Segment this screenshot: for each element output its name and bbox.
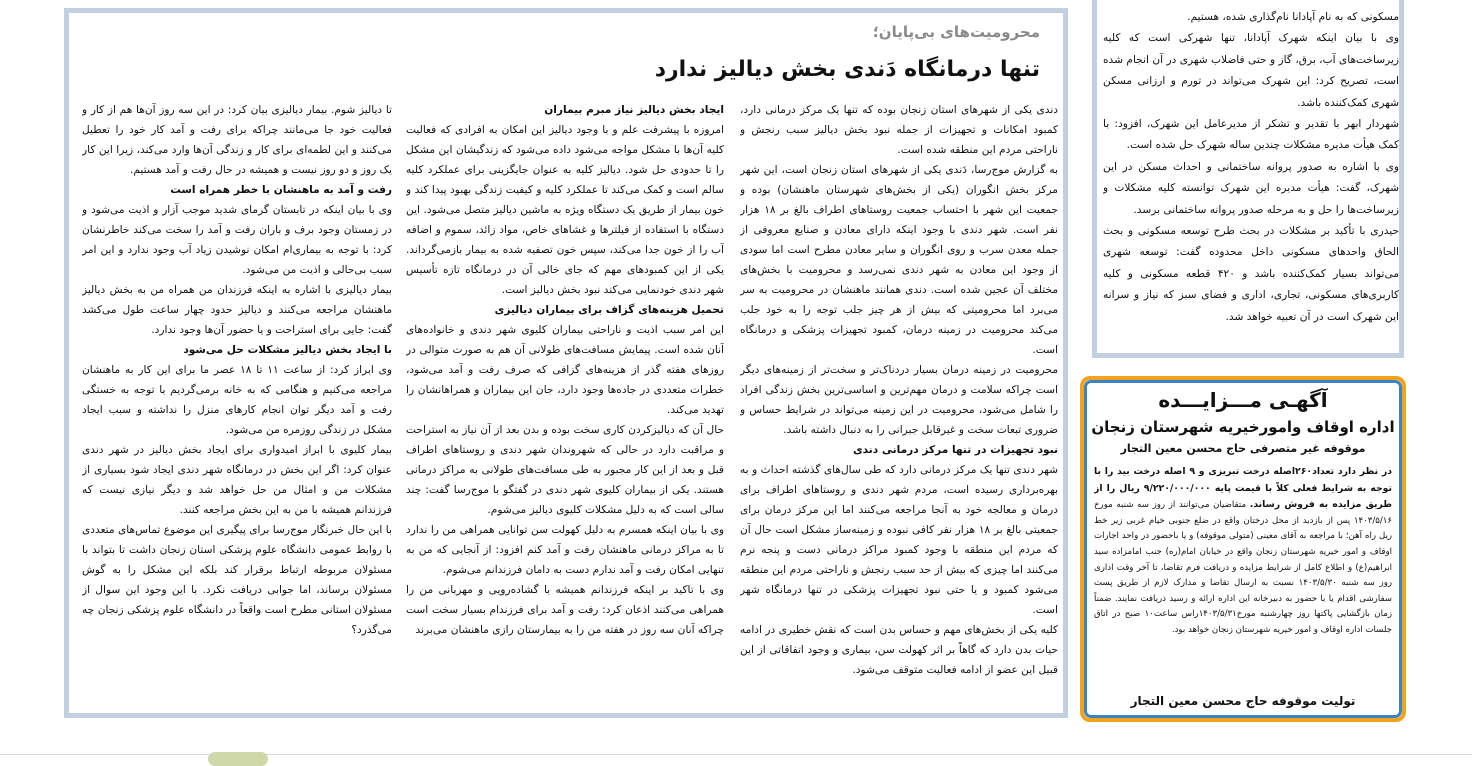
article-kicker: محرومیت‌های بی‌پایان؛: [872, 23, 1040, 41]
side-article-paragraph: وی با اشاره به صدور پروانه ساختمانی و احداث مسکن در این شهرک، گفت: هیأت مدیره این شهرک توانسته کلیه مشکلات و زیرساخت‌ها را حل و به مرحله صدور پروانه ساختمانی برسد.: [1103, 160, 1399, 216]
side-article-frame: [1092, 0, 1404, 358]
article-column-3: [82, 100, 392, 700]
side-article-paragraph: شهردار ابهر با تقدیر و تشکر از مدیرعامل این شهرک، افزود: با کمک هیأت مدیره مشکلات چندین ساله شهرک حل شده است.: [1103, 118, 1399, 152]
article-paragraph: حال آن که دیالیزکردن کاری سخت بوده و بدن بعد از آن نیاز به استراحت و مراقبت دارد در حالی که شهروندان شهر دندی و روستاهای اطراف قبل و بعد از این کار مجبور به طی مسافت‌های طولانی به مراکز درمانی هستند. یکی از بیماران کلیوی شهر دندی در گفتگو با موج‌رسا گفت: چند سالی است که به دلیل مشکلات کلیوی دیالیز می‌شوم.: [406, 424, 724, 516]
article-paragraph: به گزارش موج‌رسا، دَندی یکی از شهرهای استان زنجان است، این شهر مرکز بخش انگوران (یکی از بخش‌های شهرستان ماهنشان) بوده و جمعیت این شهر با احتساب جمعیت روستاهای اطراف بالغ بر ۱۸ هزار نفر است. شهر دندی با وجود اینکه دارای معادن و صنایع معروفی از جمله معدن سرب و روی انگوران و سایر معادن مطرح است اما سودی از وجود این معادن به شهر دندی نمی‌رسد و محرومیت با بخش‌های مختلف آن عجین شده است. دندی همانند ماهنشان در محرومیت به سر می‌برد اما محرومیتی که بیش از هر چیز جلب توجه را به خود جلب می‌کند محرومیت در زمینه درمان، کمبود تجهیزات پزشکی و درمانگاه است.: [740, 164, 1058, 356]
article-headline: تنها درمانگاه دَندی بخش دیالیز ندارد: [654, 57, 1040, 82]
auction-ad: [1080, 376, 1406, 722]
article-paragraph: کلیه یکی از بخش‌های مهم و حساس بدن است که نقش خطیری در ادامه حیات بدن دارد که گاهاً بر اثر کهولت سن، بیماری و وجود اتفاقاتی از این قبیل این عضو از ادامه فعالیت متوقف می‌شود.: [740, 624, 1058, 676]
article-paragraph: وی با بیان اینکه همسرم به دلیل کهولت سن توانایی همراهی من را ندارد تا به مراکز درمانی ماهنشان رفت و آمد کنم افزود: از آنجایی که من به تنهایی امکان رفت و آمد ندارم دست به دامان فرزندانم می‌شوم.: [406, 524, 724, 576]
ad-body-bold: در نظر دارد تعداد۲۶۰اصله درخت تبریزی و ۹ اصله درخت بید را با توجه به شرایط فعلی کلاً با قیمت پایه ۹/۲۲۰/۰۰۰/۰۰۰ ریال را از طریق مزایده به فروش رساند.: [1094, 466, 1392, 511]
ad-organization: اداره اوقاف وامورخیریه شهرستان زنجان: [1091, 418, 1395, 436]
side-article-paragraph: وی با بیان اینکه شهرک آپادانا، تنها شهرکی است که کلیه زیرساخت‌های آب، برق، گاز و حتی فاضلاب شهری در آن انجام شده است، تصریح کرد: این شهرک می‌تواند در تورم و ارزانی مسکن شهری کمک‌کننده باشد.: [1103, 32, 1399, 109]
ad-signature: تولیت موقوفه حاج محسن معین التجار: [1130, 694, 1356, 708]
article-column-1: [740, 100, 1058, 700]
article-paragraph: وی ابراز کرد: از ساعت ۱۱ تا ۱۸ عصر ما برای این کار به ماهنشان مراجعه می‌کنیم و هنگامی که به خانه برمی‌گردیم با توجه به خستگی رفت و آمد دیگر توان انجام کارهای منزل را نداشته و سبب ایجاد مشکل در زندگی روزمره من می‌شود.: [82, 364, 392, 436]
article-paragraph: بیمار کلیوی با ابراز امیدواری برای ایجاد بخش دیالیز در شهر دندی عنوان کرد: اگر این بخش در درمانگاه شهر دندی ایجاد شود بسیاری از مشکلات من و امثال من حل خواهد شد و دیگر نیازی نیست که فرزندانم همیشه با من به این بخش مراجعه کنند.: [82, 444, 392, 516]
article-subheading: با ایجاد بخش دیالیز مشکلات حل می‌شود: [183, 344, 392, 356]
ad-subtitle: موقوفه غیر متصرفی حاج محسن معین التجار: [1120, 442, 1366, 455]
ad-title: آگهـی مـــزایـــده: [1158, 388, 1328, 412]
side-article-paragraph: حیدری با تأکید بر مشکلات در بحث طرح توسعه مسکونی و بحث الحاق واحدهای مسکونی داخل محدوده گفت: توسعه شهری می‌تواند بسیار کمک‌کننده باشد و ۴۲۰ قطعه مسکونی و کلیه کاربری‌های مسکونی، تجاری، اداری و فضای سبز که نیاز و سرانه این شهرک است در آن تعبیه خواهد شد.: [1103, 225, 1399, 323]
article-paragraph: تا دیالیز شوم. بیمار دیالیزی بیان کرد: در این سه روز آن‌ها هم از کار و فعالیت خود جا می‌مانند چراکه برای رفت و آمد کار خود را تعطیل می‌کنند و این لطمه‌ای برای کار و زندگی آن‌ها وارد می‌کند، زیرا این کار یک روز و دو روز نیست و همیشه در حال رفت و آمد هستیم.: [82, 104, 392, 176]
ad-body: [1094, 464, 1392, 690]
article-paragraph: محرومیت در زمینه درمان بسیار دردناک‌تر و سخت‌تر از زمینه‌های دیگر است چراکه سلامت و درمان مهم‌ترین و اساسی‌ترین بخش زندگی افراد را شامل می‌شود، محرومیت در این زمینه می‌تواند در شرایط حساس و ضروری تبعات سخت و غیرقابل جبرانی را به دنبال داشته باشد.: [740, 364, 1058, 436]
article-subheading: ایجاد بخش دیالیز نیاز مبرم بیماران: [544, 104, 724, 116]
side-article-column: [1103, 7, 1399, 352]
article-paragraph: بیمار دیالیزی با اشاره به اینکه فرزندان من همراه من به بخش دیالیز ماهنشان مراجعه می‌کنند و دیالیز حدود چهار ساعت طول می‌کشد گفت: جایی برای استراحت و یا حضور آن‌ها وجود ندارد.: [82, 284, 392, 336]
article-subheading: نبود تجهیزات در تنها مرکز درمانی دندی: [852, 444, 1058, 456]
article-paragraph: وی با تاکید بر اینکه فرزندانم همیشه با گشاده‌رویی و مهربانی من را همراهی می‌کنند اذعان کرد: رفت و آمد برای فرزندام بسیار سخت است چراکه آنان سه روز در هفته من را به بیمارستان رازی ماهنشان می‌برند: [406, 584, 724, 636]
article-paragraph: امروزه با پیشرفت علم و با وجود دیالیز این امکان به افرادی که فعالیت کلیه آن‌ها با مشکل مواجه می‌شود داده می‌شود که زندگیشان این مشکل را تا حدودی حل شود. دیالیز کلیه به عنوان جایگزینی برای عملکرد کلیه سالم است و کمک می‌کند تا عملکرد کلیه و کیفیت زندگی بهبود پیدا کند و خون بیمار از طریق یک دستگاه ویژه به ماشین دیالیز متصل می‌شود. این دستگاه با استفاده از فیلترها و غشاهای خاص، مواد زائد، سموم و اضافه آب را از خون جدا می‌کند، سپس خون تصفیه شده به بیمار بازمی‌گرداند. یکی از این کمبودهای مهم که جای خالی آن در درمانگاه تازه تأسیس شهر دندی خودنمایی می‌کند نبود بخش دیالیز است.: [406, 124, 724, 296]
article-column-2: [406, 100, 724, 700]
article-subheading: رفت و آمد به ماهنشان با خطر همراه است: [170, 184, 392, 196]
article-paragraph: با این حال خبرنگار موج‌رسا برای پیگیری این موضوع تماس‌های متعددی با روابط عمومی دانشگاه علوم پزشکی استان زنجان داشت تا بتواند با مسئولان مربوطه ارتباط برقرار کند بلکه این مشکل را به گوش مسئولان برساند، اما جوابی دریافت نکرد. با این وجود این سوال از مسئولان استانی مطرح است واقعاً در دانشگاه علوم پزشکی زنجان چه می‌گذرد؟: [82, 524, 392, 636]
article-paragraph: دندی یکی از شهرهای استان زنجان بوده که تنها یک مرکز درمانی دارد، کمبود امکانات و تجهیزات از جمله نبود بخش دیالیز سبب رنجش و ناراحتی مردم این منطقه شده است.: [740, 104, 1058, 156]
article-paragraph: وی با بیان اینکه در تابستان گرمای شدید موجب آزار و اذیت می‌شود و در زمستان وجود برف و باران رفت و آمد را سخت می‌کند خاطرنشان کرد: با توجه به بیماری‌ام امکان نوشیدن زیاد آب وجود ندارد و این امر سبب بی‌حالی و اذیت من می‌شود.: [82, 204, 392, 276]
side-article-paragraph: مسکونی که به نام آپادانا نام‌گذاری شده، هستیم.: [1187, 11, 1399, 23]
article-paragraph: شهر دندی تنها یک مرکز درمانی دارد که طی سال‌های گذشته احداث و به بهره‌برداری رسیده است، مردم شهر دندی و روستاهای اطراف برای درمان و معالجه خود به آنجا مراجعه می‌کنند اما این مرکز درمان برای جمعیتی بالغ بر ۱۸ هزار نفر کافی نبوده و زمینه‌ساز مشکل است حال آن که مردم این منطقه با وجود کمبود مراکز درمانی دست و پنجه نرم می‌کنند اما چیزی که بیش از حد سبب رنجش و ناراحتی مردم این منطقه می‌شود کمبود و یا حتی نبود تجهیزات پزشکی در تنها درمانگاه شهر است.: [740, 464, 1058, 616]
ad-body-text: متقاضیان می‌توانند از روز سه شنبه مورخ ۱۴۰۳/۵/۱۶ پس از بازدید از محل درختان واقع در ضلع جنوبی خیام غربی زیر خط ریل راه آهن؛ با مراجعه به آقای معینی (متولی موقوفه) و یا باحضور در واحد اجارات اوقاف و امور خیریه شهرستان زنجان واقع در خیابان امام(ره) جنب امامزاده سید ابراهیم(ع) و اطلاع کامل از شرایط مزایده و دریافت فرم تقاضا، تا آخر وقت اداری روز سه شنبه ۱۴۰۳/۵/۳۰ نسبت به ارسال تقاضا و مدارک لازم از طریق پست سفارشی اقدام یا با حضور به دبیرخانه این اداره ارائه و رسید دریافت نمایند. ضمناً زمان بازگشایی پاکتها روز چهارشنبه مورخ۱۴۰۳/۵/۳۱راس ساعت۱۰ صبح در اتاق جلسات اداره اوقاف و امور خیریه شهرستان زنجان خواهد بود.: [1094, 500, 1392, 635]
article-subheading: تحمیل هزینه‌های گزاف برای بیماران دیالیزی: [494, 304, 724, 316]
article-paragraph: این امر سبب اذیت و ناراحتی بیماران کلیوی شهر دندی و خانواده‌های آنان شده است. پیمایش مسافت‌های طولانی آن هم به صورت متوالی در روزهای هفته گذر از هزینه‌های گزافی که صرف رفت و آمد می‌شود، خطرات متعددی در جاده‌ها وجود دارد، جان این بیماران و همراهانشان را تهدید می‌کند.: [406, 324, 724, 416]
